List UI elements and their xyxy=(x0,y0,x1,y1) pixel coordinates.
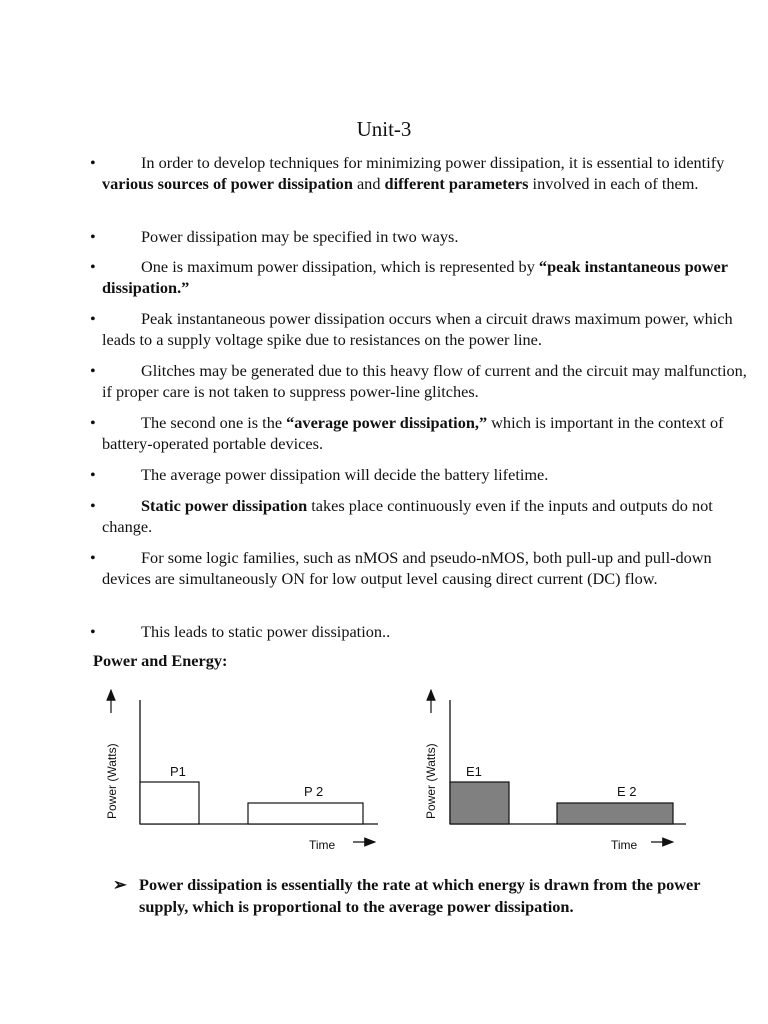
text-segment: which is important in the context of battery-operated portable devices. xyxy=(102,413,724,453)
text-segment: One is maximum power dissipation, which is represented by xyxy=(141,257,539,276)
bullet-text xyxy=(100,256,750,298)
block-p1 xyxy=(140,782,199,824)
block-p2-label: P 2 xyxy=(304,784,324,799)
text-segment: Peak instantaneous power dissipation occurs when a circuit draws maximum power, which leads to a supply voltage spike due to resistances on the power line. xyxy=(102,309,733,349)
section-heading: Power and Energy: xyxy=(93,651,228,670)
power-figure xyxy=(105,690,378,852)
footer-note xyxy=(113,874,733,918)
text-segment: The second one is the xyxy=(141,413,287,432)
power-y-label: Power (Watts) xyxy=(105,743,119,819)
text-segment: In order to develop techniques for minimizing power dissipation, it is essential to identify xyxy=(141,153,725,172)
bullet-dot-icon: • xyxy=(90,496,96,515)
bullet-item xyxy=(90,547,750,589)
energy-x-label: Time xyxy=(611,838,638,852)
bullet-dot-icon: • xyxy=(90,227,96,246)
bold-phrase: various sources of power dissipation xyxy=(102,174,353,193)
block-p2 xyxy=(248,803,363,824)
text-segment: This leads to static power dissipation.. xyxy=(141,622,391,641)
text-segment: For some logic families, such as nMOS and pseudo-nMOS, both pull-up and pull-down devices are simultaneously ON for low output level causing direct current (DC) flow. xyxy=(102,548,712,588)
bullet-dot-icon: • xyxy=(90,257,96,276)
bold-phrase: different parameters xyxy=(384,174,529,193)
bullet-item xyxy=(90,256,750,298)
footer-note-text: Power dissipation is essentially the rate at which energy is drawn from the power supply, which is proportional to the average power dissipation. xyxy=(139,875,701,916)
bullet-text xyxy=(100,360,750,402)
bold-phrase: Static power dissipation xyxy=(141,496,308,515)
block-e2 xyxy=(557,803,673,824)
power-energy-figures xyxy=(95,685,705,860)
bullet-dot-icon: • xyxy=(90,309,96,328)
arrow-bullet-icon: ➢ xyxy=(113,875,127,894)
bullet-dot-icon: • xyxy=(90,548,96,567)
bullet-item xyxy=(90,152,750,194)
page-title: Unit-3 xyxy=(356,117,412,141)
text-segment: involved in each of them. xyxy=(528,174,699,193)
bullet-item xyxy=(90,360,750,402)
bullet-dot-icon: • xyxy=(90,622,96,641)
bold-phrase: “average power dissipation,” xyxy=(286,413,488,432)
bullet-text xyxy=(100,495,750,537)
bullet-dot-icon: • xyxy=(90,465,96,484)
block-e1-label: E1 xyxy=(466,764,482,779)
block-p1-label: P1 xyxy=(170,764,186,779)
bullet-text xyxy=(100,152,750,194)
bullet-dot-icon: • xyxy=(90,413,96,432)
bullet-item xyxy=(90,308,750,350)
bold-phrase: “peak instantaneous power dissipation.” xyxy=(102,257,728,297)
bullet-item xyxy=(90,412,750,454)
energy-y-label: Power (Watts) xyxy=(424,743,438,819)
power-x-label: Time xyxy=(309,838,336,852)
bullet-item xyxy=(90,226,750,247)
bullet-dot-icon: • xyxy=(90,361,96,380)
text-segment: takes place continuously even if the inputs and outputs do not change. xyxy=(102,496,713,536)
bullet-text xyxy=(100,412,750,454)
bullet-item xyxy=(90,621,750,642)
bullet-text xyxy=(100,308,750,350)
bullet-item xyxy=(90,495,750,537)
text-segment: Glitches may be generated due to this heavy flow of current and the circuit may malfunction, if proper care is not taken to suppress power-line glitches. xyxy=(102,361,747,401)
bullet-dot-icon: • xyxy=(90,153,96,172)
text-segment: and xyxy=(352,174,385,193)
bullet-item xyxy=(90,464,750,485)
bullet-text xyxy=(100,621,750,642)
energy-figure xyxy=(424,690,686,852)
text-segment: The average power dissipation will decide the battery lifetime. xyxy=(141,465,549,484)
block-e1[interactable] xyxy=(450,782,509,824)
text-segment: Power dissipation may be specified in two ways. xyxy=(141,227,459,246)
block-e2-label: E 2 xyxy=(617,784,637,799)
bullet-text xyxy=(100,464,750,485)
bullet-text xyxy=(100,226,750,247)
bullet-text xyxy=(100,547,750,589)
